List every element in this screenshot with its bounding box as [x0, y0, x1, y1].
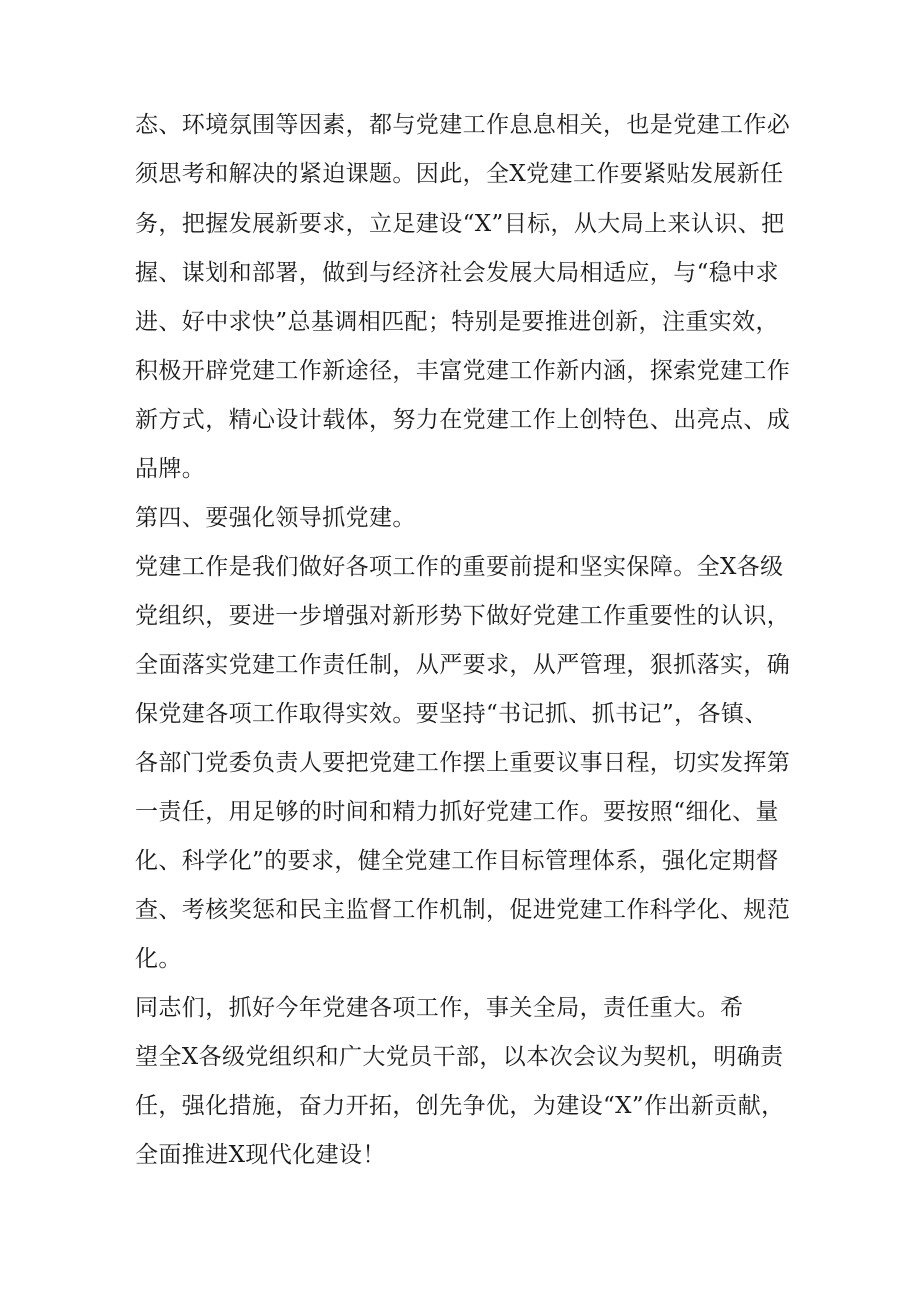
text-line: 同志们，抓好今年党建各项工作，事关全局，责任重大。希	[135, 995, 744, 1021]
text-line: 保党建各项工作取得实效。要坚持“书记抓、抓书记”，各镇、	[135, 701, 768, 727]
text-line: 查、考核奖惩和民主监督工作机制，促进党建工作科学化、规范	[135, 897, 791, 923]
text-line: 新方式，精心设计载体，努力在党建工作上创特色、出亮点、成	[135, 407, 791, 433]
text-line: 一责任，用足够的时间和精力抓好党建工作。要按照“细化、量	[135, 799, 779, 825]
text-line: 化。	[135, 946, 182, 972]
text-line: 党建工作是我们做好各项工作的重要前提和坚实保障。全X各级	[135, 554, 784, 580]
text-line: 党组织，要进一步增强对新形势下做好党建工作重要性的认识，	[135, 603, 791, 629]
text-line: 品牌。	[135, 456, 206, 482]
text-line: 各部门党委负责人要把党建工作摆上重要议事日程，切实发挥第	[135, 750, 791, 776]
text-line: 全面推进X现代化建设！	[135, 1142, 386, 1168]
section-heading: 第四、要强化领导抓党建。	[135, 505, 416, 531]
text-line: 握、谋划和部署，做到与经济社会发展大局相适应，与“稳中求	[135, 260, 779, 286]
text-line: 态、环境氛围等因素，都与党建工作息息相关，也是党建工作必	[135, 112, 791, 138]
text-line: 须思考和解决的紧迫课题。因此，全X党建工作要紧贴发展新任	[135, 161, 784, 187]
text-line: 进、好中求快”总基调相匹配；特别是要推进创新，注重实效，	[135, 309, 779, 335]
text-line: 望全X各级党组织和广大党员干部，以本次会议为契机，明确责	[135, 1044, 784, 1070]
text-line: 积极开辟党建工作新途径，丰富党建工作新内涵，探索党建工作	[135, 358, 791, 384]
text-line: 任，强化措施，奋力开拓，创先争优，为建设“X”作出新贡献，	[135, 1093, 785, 1119]
text-line: 化、科学化”的要求，健全党建工作目标管理体系，强化定期督	[135, 848, 779, 874]
text-line: 全面落实党建工作责任制，从严要求，从严管理，狠抓落实，确	[135, 652, 791, 678]
text-line: 务，把握发展新要求，立足建设“X”目标，从大局上来认识、把	[135, 211, 785, 237]
